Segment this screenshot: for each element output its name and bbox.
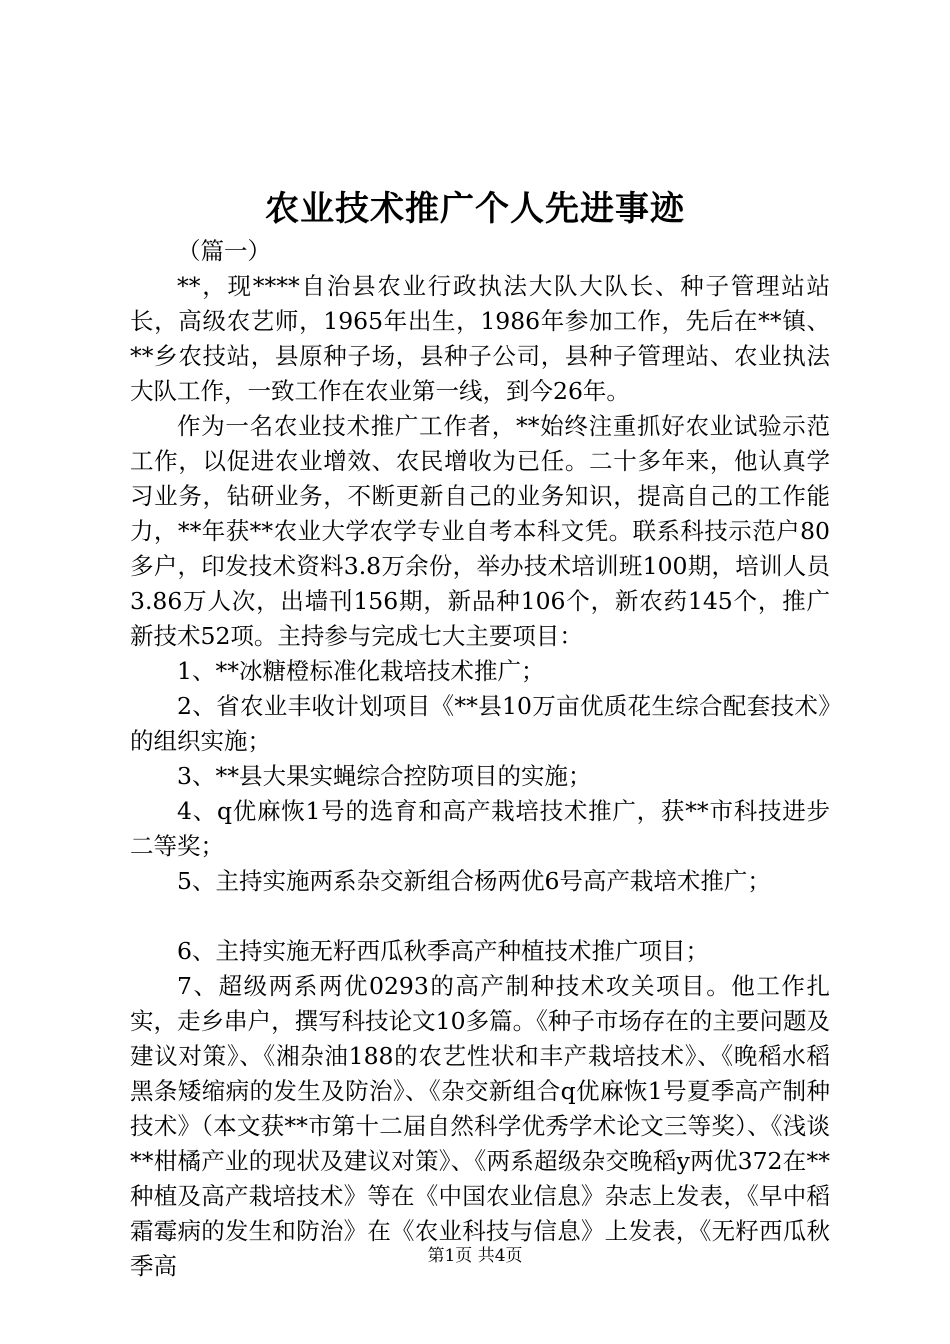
project-item-2: 2、省农业丰收计划项目《**县10万亩优质花生综合配套技术》的组织实施； [130,692,830,755]
project-item-1: 1、**冰糖橙标准化栽培技术推广； [177,657,545,685]
paragraph-achievements: 作为一名农业技术推广工作者，**始终注重抓好农业试验示范工作，以促进农业增效、农民增收为已任。二十多年来，他认真学习业务，钻研业务，不断更新自己的业务知识，提高自己的工作能力，**年获**农业大学农学专业自考本科文凭。联系科技示范户80多户，印发技术资料3.8万余份，举办技术培训班100期，培训人员3.86万人次，出墙刊156期，新品种106个，新农药145个，推广新技术52项。主持参与完成七大主要项目： [130,412,830,650]
document-title: 农业技术推广个人先进事迹 [265,189,685,229]
page-footer: 第1页 共4页 [427,1246,523,1266]
section-label: （篇一） [177,237,271,265]
paragraph-intro: **，现****自治县农业行政执法大队大队长、种子管理站站长，高级农艺师，1965年出生，1986年参加工作，先后在**镇、**乡农技站，县原种子场，县种子公司，县种子管理站、农业执法大队工作，一致工作在农业第一线，到今26年。 [130,272,830,405]
project-item-7: 7、超级两系两优0293的高产制种技术攻关项目。他工作扎实，走乡串户，撰写科技论文10多篇。《种子市场存在的主要问题及建议对策》、《湘杂油188的农艺性状和丰产栽培技术》、《晚稻水稻黑条矮缩病的发生及防治》、《杂交新组合q优麻恢1号夏季高产制种技术》（本文获**市第十二届自然科学优秀学术论文三等奖）、《浅谈**柑橘产业的现状及建议对策》、《两系超级杂交晚稻y两优372在**种植及高产栽培技术》等在《中国农业信息》杂志上发表，《早中稻霜霉病的发生和防治》在《农业科技与信息》上发表，《无籽西瓜秋季高 [130,972,830,1280]
project-item-3: 3、**县大果实蝇综合控防项目的实施； [177,762,592,790]
project-item-5: 5、主持实施两系杂交新组合杨两优6号高产栽培术推广； [177,867,771,895]
project-item-6: 6、主持实施无籽西瓜秋季高产种植技术推广项目； [177,937,709,965]
project-item-4: 4、q优麻恢1号的选育和高产栽培技术推广，获**市科技进步二等奖； [130,797,830,860]
document-body [130,234,830,1284]
